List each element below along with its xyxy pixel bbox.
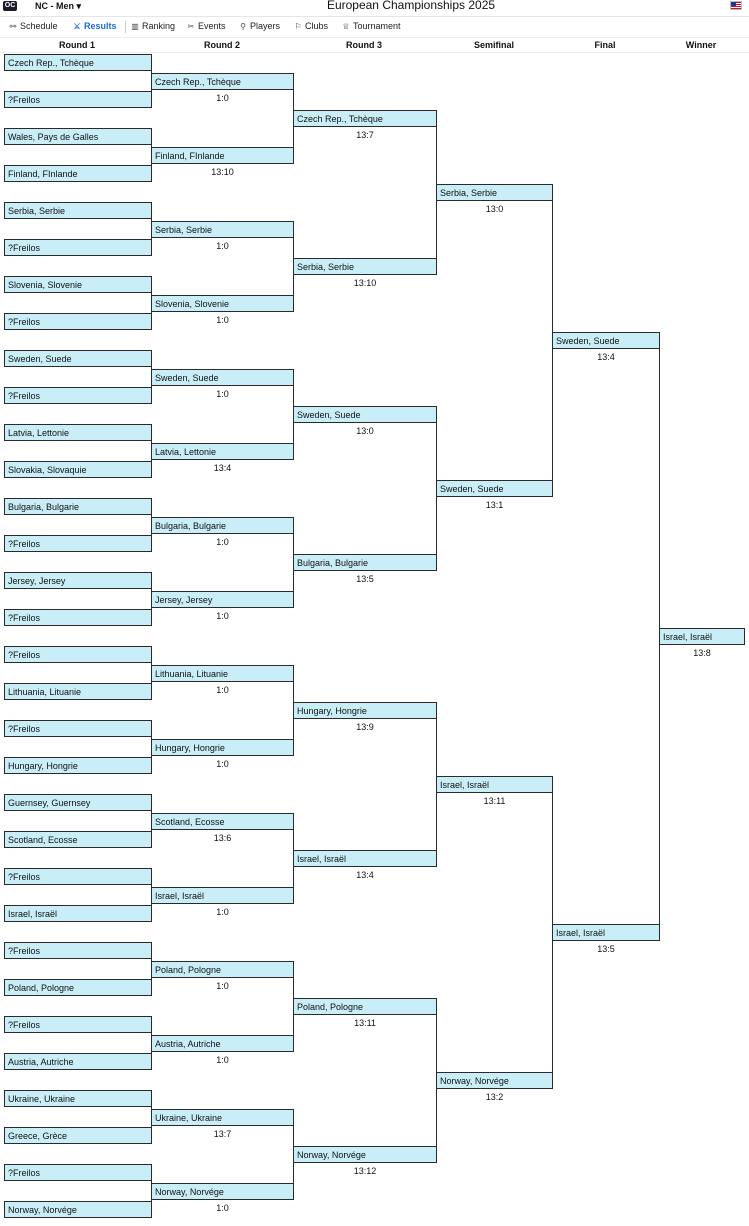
team-box[interactable]: Latvia, Lettonie: [151, 443, 294, 460]
team-box[interactable]: Israel, Israël: [552, 924, 660, 941]
team-box[interactable]: Scotland, Ecosse: [4, 831, 152, 848]
team-box[interactable]: Poland, Pologne: [293, 998, 437, 1015]
round-headers: [0, 37, 749, 53]
match-score: 13:8: [693, 647, 711, 658]
ranking-icon: ▥: [131, 22, 139, 31]
team-box[interactable]: Scotland, Ecosse: [151, 813, 294, 830]
team-box[interactable]: Slovenia, Slovenie: [151, 295, 294, 312]
team-box[interactable]: Finland, FInlande: [4, 165, 152, 182]
team-box[interactable]: Serbia, Serbie: [436, 184, 553, 201]
match-score: 13:11: [483, 795, 506, 806]
clubs-icon: ⚐: [294, 22, 302, 31]
team-box[interactable]: ?Freilos: [4, 313, 152, 330]
match-score: 13:10: [211, 166, 234, 177]
team-box[interactable]: ?Freilos: [4, 239, 152, 256]
match-score: 13:1: [485, 499, 504, 510]
team-box[interactable]: ?Freilos: [4, 1164, 152, 1181]
match-score: 13:10: [353, 277, 377, 288]
team-box[interactable]: Serbia, Serbie: [151, 221, 294, 238]
match-score: 1:0: [216, 610, 229, 621]
match-score: 13:12: [353, 1165, 377, 1176]
tab-players[interactable]: [238, 19, 280, 34]
tab-ranking[interactable]: [130, 19, 175, 34]
team-box[interactable]: Poland, Pologne: [151, 961, 294, 978]
events-icon: ✂: [187, 22, 195, 31]
nav-divider: [125, 21, 126, 33]
team-box[interactable]: ?Freilos: [4, 720, 152, 737]
team-box[interactable]: Slovakia, Slovaquie: [4, 461, 152, 478]
team-box[interactable]: Bulgaria, Bulgarie: [151, 517, 294, 534]
match-score: 13:4: [356, 869, 374, 880]
team-box[interactable]: Finland, FInlande: [151, 147, 294, 164]
tab-schedule[interactable]: [8, 19, 58, 34]
team-box[interactable]: Slovenia, Slovenie: [4, 276, 152, 293]
team-box[interactable]: Wales, Pays de Galles: [4, 128, 152, 145]
team-box[interactable]: Sweden, Suede: [293, 406, 437, 423]
page-title: European Championships 2025: [326, 0, 496, 12]
match-score: 1:0: [216, 1054, 229, 1065]
match-score: 1:0: [216, 906, 229, 917]
match-score: 1:0: [216, 1202, 229, 1213]
tab-label: Players: [250, 21, 281, 31]
match-score: 13:4: [213, 462, 232, 473]
column-header: Final: [594, 40, 616, 50]
match-score: 13:6: [213, 832, 232, 843]
team-box[interactable]: Israel, Israël: [4, 905, 152, 922]
column-header: Semifinal: [473, 40, 514, 50]
tab-clubs[interactable]: [293, 19, 328, 34]
team-box[interactable]: Czech Rep., Tchèque: [151, 73, 294, 90]
team-box[interactable]: Sweden, Suede: [436, 480, 553, 497]
team-box[interactable]: Jersey, Jersey: [4, 572, 152, 589]
match-score: 13:0: [485, 203, 504, 214]
team-box[interactable]: Sweden, Suede: [552, 332, 660, 349]
column-header: Round 3: [346, 40, 382, 50]
team-box[interactable]: Sweden, Suede: [4, 350, 152, 367]
team-box[interactable]: Norway, Norvége: [4, 1201, 152, 1218]
team-box[interactable]: Lithuania, Lituanie: [4, 683, 152, 700]
tab-events[interactable]: [186, 19, 226, 34]
team-box[interactable]: Israel, Israël: [293, 850, 437, 867]
team-box[interactable]: Czech Rep., Tchèque: [4, 54, 152, 71]
team-box[interactable]: ?Freilos: [4, 942, 152, 959]
team-box[interactable]: Bulgaria, Bulgarie: [293, 554, 437, 571]
match-score: 1:0: [216, 758, 229, 769]
column-header: Round 1: [59, 40, 95, 50]
team-box[interactable]: ?Freilos: [4, 868, 152, 885]
team-box[interactable]: ?Freilos: [4, 91, 152, 108]
team-box[interactable]: Norway, Norvége: [436, 1072, 553, 1089]
chevron-down-icon: ▾: [76, 1, 82, 11]
tab-label: Ranking: [142, 21, 176, 31]
team-box[interactable]: Hungary, Hongrie: [293, 702, 437, 719]
team-box[interactable]: ?Freilos: [4, 609, 152, 626]
match-score: 13:4: [597, 351, 615, 362]
column-header: Winner: [685, 40, 717, 50]
team-box[interactable]: Latvia, Lettonie: [4, 424, 152, 441]
team-box[interactable]: Guernsey, Guernsey: [4, 794, 152, 811]
match-score: 13:9: [356, 721, 374, 732]
schedule-icon: ⚯: [9, 22, 17, 31]
category-label: NC - Men: [35, 1, 74, 11]
team-box[interactable]: Hungary, Hongrie: [151, 739, 294, 756]
flag-icon[interactable]: [730, 1, 742, 10]
match-score: 13:2: [485, 1091, 504, 1102]
team-box[interactable]: Israel, Israël: [151, 887, 294, 904]
match-score: 1:0: [216, 240, 229, 251]
team-box[interactable]: Jersey, Jersey: [151, 591, 294, 608]
team-box[interactable]: ?Freilos: [4, 1016, 152, 1033]
match-score: 13:7: [356, 129, 374, 140]
team-box[interactable]: ?Freilos: [4, 387, 152, 404]
match-score: 1:0: [216, 684, 229, 695]
match-score: 13:0: [356, 425, 374, 436]
team-box[interactable]: Ukraine, Ukraine: [4, 1090, 152, 1107]
team-box[interactable]: Poland, Pologne: [4, 979, 152, 996]
results-icon: ⚔: [73, 22, 81, 31]
team-box[interactable]: Serbia, Serbie: [4, 202, 152, 219]
tournament-icon: ♕: [342, 22, 350, 31]
team-box[interactable]: Norway, Norvége: [293, 1146, 437, 1163]
team-box[interactable]: Bulgaria, Bulgarie: [4, 498, 152, 515]
team-box[interactable]: Israel, Israël: [436, 776, 553, 793]
team-box[interactable]: Czech Rep., Tchèque: [293, 110, 437, 127]
match-score: 13:7: [213, 1128, 232, 1139]
team-box[interactable]: Austria, Autriche: [4, 1053, 152, 1070]
match-score: 1:0: [216, 980, 229, 991]
tab-results[interactable]: [72, 19, 117, 34]
team-box[interactable]: Greece, Grèce: [4, 1127, 152, 1144]
tab-label: Schedule: [20, 21, 58, 31]
column-header: Round 2: [204, 40, 240, 50]
tab-label: Tournament: [353, 21, 401, 31]
match-score: 1:0: [216, 388, 229, 399]
app-logo-icon[interactable]: OC: [4, 2, 16, 9]
match-score: 1:0: [216, 92, 229, 103]
team-box[interactable]: ?Freilos: [4, 646, 152, 663]
match-score: 13:5: [597, 943, 615, 954]
team-box[interactable]: Austria, Autriche: [151, 1035, 294, 1052]
tab-label: Events: [198, 21, 226, 31]
top-bar: [0, 0, 749, 14]
match-score: 13:5: [356, 573, 374, 584]
tab-label: Clubs: [305, 21, 329, 31]
team-box[interactable]: Ukraine, Ukraine: [151, 1109, 294, 1126]
team-box[interactable]: Israel, Israël: [659, 628, 745, 645]
team-box[interactable]: Sweden, Suede: [151, 369, 294, 386]
team-box[interactable]: ?Freilos: [4, 535, 152, 552]
main-nav: [0, 16, 749, 36]
team-box[interactable]: Norway, Norvége: [151, 1183, 294, 1200]
tab-tournament[interactable]: [341, 19, 401, 34]
team-box[interactable]: Lithuania, Lituanie: [151, 665, 294, 682]
tab-label: Results: [84, 21, 117, 31]
players-icon: ⚲: [240, 22, 246, 31]
match-score: 1:0: [216, 536, 229, 547]
team-box[interactable]: Serbia, Serbie: [293, 258, 437, 275]
match-score: 1:0: [216, 314, 229, 325]
match-score: 13:11: [354, 1017, 376, 1028]
team-box[interactable]: Hungary, Hongrie: [4, 757, 152, 774]
